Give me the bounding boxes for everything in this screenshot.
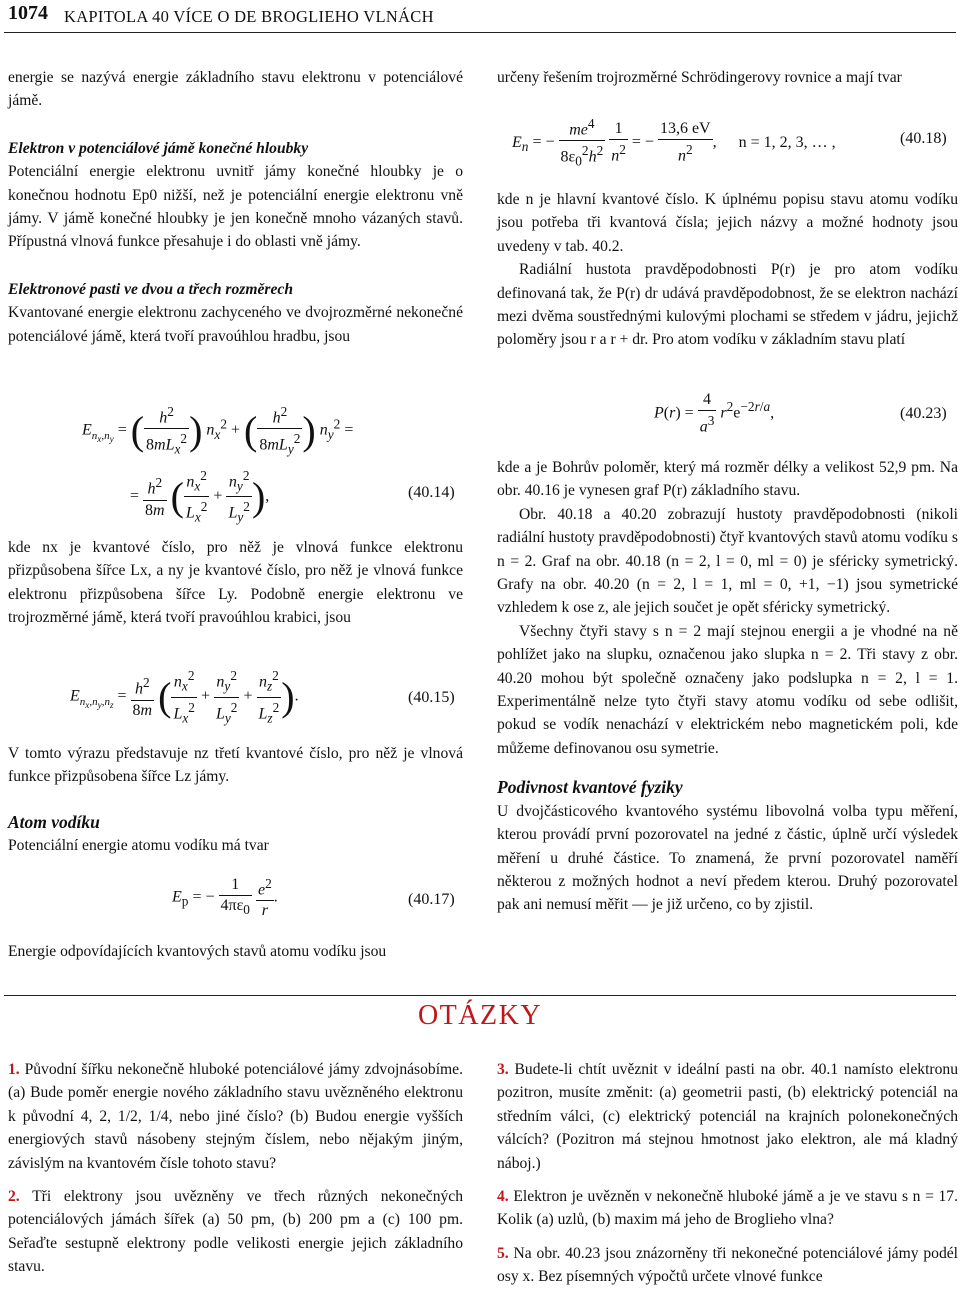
paragraph: Energie odpovídajících kvantových stavů atomu vodíku jsou	[8, 943, 387, 960]
question-text: Na obr. 40.23 jsou znázorněny tři nekonečné potenciálové jámy podél osy x. Bez písemných výpočtů určete vlnové funkce	[497, 1244, 958, 1286]
paragraph: U dvojčásticového kvantového systému libovolná volba typu měření, kterou provádí první pozorovatel na jedné z částic, úplně určí výsledek měření u druhé částice. To znamená, že první pozorovatel naměří některou z možných hodnot a neví předem kterou. Druhý pozorovatel pak ani nemusí měřit — je již určeno, co by zjistil.	[497, 802, 958, 914]
paragraph: Potenciální energie atomu vodíku má tvar	[8, 837, 269, 855]
question-2	[8, 1185, 463, 1279]
question-text: Elektron je uvězněn v nekonečně hluboké jámě a je ve stavu s n = 17. Kolik (a) uzlů, (b) maxim má jeho de Broglieho vlna?	[497, 1188, 958, 1229]
paragraph: V tomto výrazu představuje nz třetí kvantové číslo, pro něž je vlnová funkce přizpůsobena šířce Lz jámy.	[8, 745, 463, 786]
equation-40-17: $E_p$ = − $\frac{1}{4\pi\varepsilon_0}$ $\frac{e^2}{r}$ .	[172, 876, 278, 920]
question-3	[497, 1058, 958, 1175]
section-heading-hydrogen: Atom vodíku	[8, 811, 100, 832]
question-text: Budete-li chtít uvěznit v ideální pasti na obr. 40.1 namísto elektronu pozitron, musíte změnit: (a) geometrii pasti, (b) elektrický potenciál na středním válci, (c) elektrický potenciál na krajních polonekonečných válcích? (Pozitron má stejnou hmotnost jako elektron, ale má kladný náboj.)	[497, 1061, 958, 1172]
equation-number: (40.23)	[900, 405, 947, 422]
paragraph: Radiální hustota pravděpodobnosti P(r) je pro atom vodíku definovaná tak, že P(r) dr udává pravděpodobnost, že se elektron nachází mezi dvěma soustřednými kulovými plochami se středem v jádru, jejichž poloměry jsou r a r + dr. Pro atom vodíku v základním stavu platí	[497, 261, 958, 349]
running-title: KAPITOLA 40 VÍCE O DE BROGLIEHO VLNÁCH	[64, 7, 434, 26]
section-heading-2d-3d-traps: Elektronové pasti ve dvou a třech rozměrech	[8, 280, 293, 298]
question-number: 2.	[8, 1188, 20, 1206]
paragraph: Obr. 40.18 a 40.20 zobrazují hustoty pravděpodobnosti (nikoli radiální hustoty pravděpodobnosti) čtyř kvantových stavů atomu vodíku s n = 2. Graf na obr. 40.18 (n = 2, l = 0, ml = 0) je sféricky symetrický. Grafy na obr. 40.20 (n = 2, l = 1, ml = 0, +1, −1) jsou symetrické vzhledem k ose z, ale jejich součet je opět sféricky symetrický.	[497, 505, 958, 617]
left-column-mid	[8, 536, 463, 630]
question-number: 1.	[8, 1061, 20, 1078]
paragraph: kde n je hlavní kvantové číslo. K úplnému popisu stavu atomu vodíku jsou potřeba tři kvantová čísla; jejich názvy a možné hodnoty jsou uvedeny v tab. 40.2.	[497, 191, 958, 255]
question-text: Původní šířku nekonečně hluboké potenciálové jámy zdvojnásobíme. (a) Bude poměr energie nového základního stavu uvězněného elektronu k původní 4, 2, 1/2, 1/4, nebo jiné číslo? (b) Budou energie vyšších energiových stavů násobeny stejným číslem, nebo nějakým jiným, závislým na kvantovém čísle tohoto stavu?	[8, 1061, 463, 1172]
questions-right	[497, 1058, 958, 1289]
right-column-lower	[497, 456, 958, 917]
question-number: 3.	[497, 1061, 509, 1078]
left-column-bottom	[8, 940, 463, 963]
paragraph: kde a je Bohrův poloměr, který má rozměr délky a velikost 52,9 pm. Na obr. 40.16 je vynesen graf P(r) základního stavu.	[497, 459, 958, 500]
equation-number: (40.15)	[408, 689, 455, 706]
equation-40-18: $E_n$ = − $\frac{me^4}{8\varepsilon_0^2h^2}$ $\frac{1}{n^2}$ = − $\frac{13,6 eV}{n^2}$ , n = 1, 2, 3, … ,	[512, 116, 836, 169]
paragraph: energie se nazývá energie základního stavu elektronu v potenciálové jámě.	[8, 69, 463, 110]
eq18-numerator: 13,6 eV	[658, 119, 713, 140]
question-5	[497, 1242, 958, 1289]
question-number: 5.	[497, 1244, 509, 1262]
paragraph: Všechny čtyři stavy s n = 2 mají stejnou energii a je vhodné na ně pohlížet jako na slupku, označenou jako slupka n = 2. Tři stavy z obr. 40.20 mohou být společně označeny jako podslupka n = 2, l = 1. Experimentálně nelze tyto čtyři stavy atomu vodíku od sebe odlišit, pokud se vodík nenachází v elektrickém nebo magnetickém poli, kde můžeme definovanou osu symetrie.	[497, 622, 958, 757]
equation-40-23: P(r) = $\frac{4}{a^3}$ $r^2e^{-2r/a}$,	[654, 391, 775, 436]
section-heading-quantum-weirdness: Podivnost kvantové fyziky	[497, 777, 683, 798]
right-column-top	[497, 66, 958, 89]
eq18-range: n = 1, 2, 3, … ,	[738, 133, 836, 151]
equation-number: (40.14)	[408, 484, 455, 501]
question-text: Tři elektrony jsou uvězněny ve třech různých nekonečných potenciálových jámách šířek (a) 50 pm, (b) 200 pm a (c) 100 pm. Seřaďte sestupně elektrony podle velikosti energie jejich základního stavu.	[8, 1188, 464, 1276]
paragraph: Potenciální energie elektronu uvnitř jámy konečné hloubky je o konečnou hodnotu Ep0 nižší, než je potenciální energie elektronu vně jámy. V jámě konečné hloubky je jen konečně mnoho vázaných stavů. Přípustná vlnová funkce přesahuje i do oblasti vně jámy.	[8, 163, 463, 251]
left-column-lower	[8, 742, 463, 858]
left-column-top	[8, 66, 463, 348]
section-heading-finite-well: Elektron v potenciálové jámě konečné hloubky	[8, 139, 309, 157]
paragraph: určeny řešením trojrozměrné Schrödingerovy rovnice a mají tvar	[497, 69, 902, 86]
section-rule	[4, 995, 956, 996]
header-rule	[4, 32, 956, 33]
equation-number: (40.18)	[900, 130, 947, 147]
right-column-mid	[497, 188, 958, 352]
equation-40-15: $E_{n_x,n_y,n_z}$ = $\frac{h^2}{8m}$ ( $\frac{n_x^2}{L_x^2}$ + $\frac{n_y^2}{L_y^2}$ + $\frac{n_z^2}{L_z^2}$ ).	[70, 668, 299, 726]
equation-number: (40.17)	[408, 891, 455, 908]
page-number: 1074	[8, 2, 48, 24]
question-1	[8, 1058, 463, 1175]
page-header	[0, 0, 960, 34]
question-number: 4.	[497, 1188, 509, 1206]
paragraph: kde nx je kvantové číslo, pro něž je vlnová funkce elektronu přizpůsobena šířce Lx, a ny je kvantové číslo, pro něž je vlnová funkce elektronu přizpůsobena šířce Ly. Podobně energie elektronu ve trojrozměrné jámě, která tvoří pravoúhlou krabici, jsou	[8, 539, 463, 627]
questions-title: OTÁZKY	[417, 1000, 543, 1031]
question-4	[497, 1185, 958, 1232]
equation-40-14: $E_{n_x,n_y}$ = ( $\frac{h^2}{8mL_x^2}$ ) $n_x^2$ + ( $\frac{h^2}{8mL_y^2}$ ) $n_y^2$ = = $\frac{h^2}{8m}$ ( $\frac{n_x^2}{L_x^2}$ + $\frac{n_y^2}{L_y^2}$ ),	[82, 404, 354, 525]
paragraph: Kvantované energie elektronu zachyceného ve dvojrozměrné nekonečné potenciálové jámě, která tvoří pravoúhlou hradbu, jsou	[8, 304, 463, 345]
questions-left	[8, 1058, 463, 1279]
